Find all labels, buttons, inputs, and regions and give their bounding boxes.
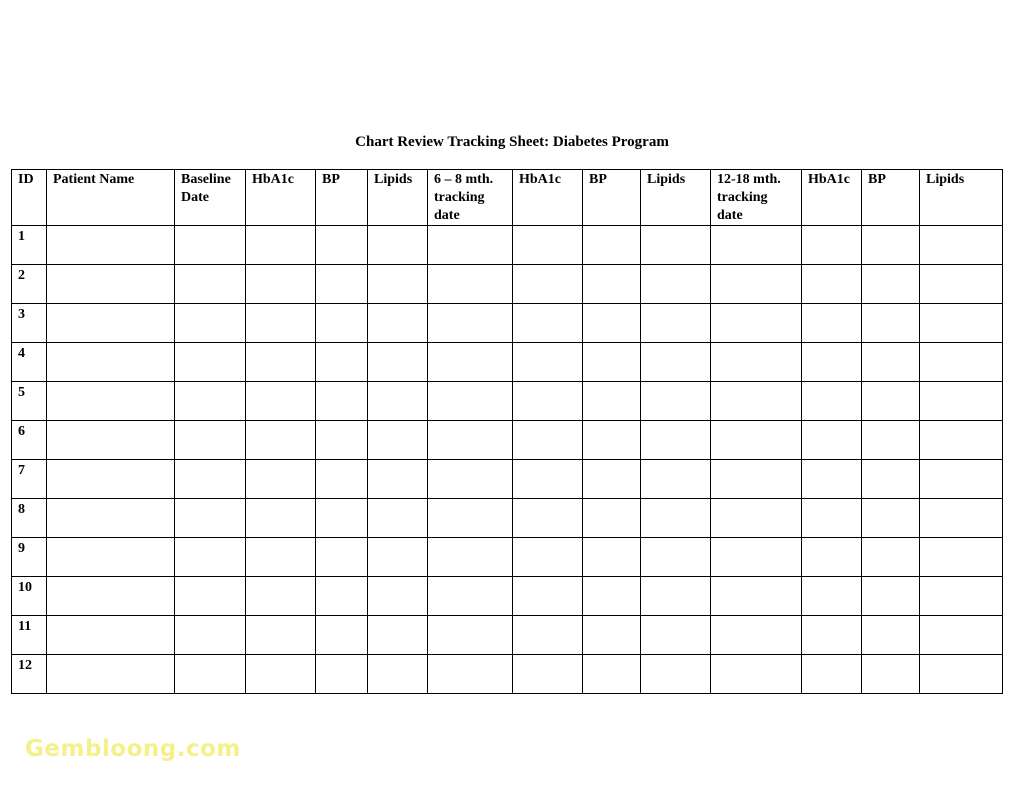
12-18-month-hba1c-cell[interactable]: [802, 343, 862, 382]
6-8-month-bp-cell[interactable]: [583, 265, 641, 304]
12-18-month-bp-cell[interactable]: [862, 304, 920, 343]
6-8-month-lipids-cell[interactable]: [641, 616, 711, 655]
table-row: [12, 499, 1003, 538]
12-18-month-date-cell[interactable]: [711, 421, 802, 460]
baseline-hba1c-cell[interactable]: [246, 421, 316, 460]
row-id-cell: 8: [12, 499, 47, 538]
row-id-cell: 1: [12, 226, 47, 265]
baseline-bp-cell[interactable]: [316, 226, 368, 265]
table-row: [12, 616, 1003, 655]
6-8-month-date-cell[interactable]: [428, 577, 513, 616]
baseline-lipids-cell[interactable]: [368, 460, 428, 499]
6-8-month-hba1c-cell[interactable]: [513, 460, 583, 499]
patient-name-cell[interactable]: [47, 538, 175, 577]
baseline-date-cell[interactable]: [175, 343, 246, 382]
baseline-lipids-cell[interactable]: [368, 538, 428, 577]
column-header-12-18-month-hba1c: HbA1c: [802, 170, 862, 226]
6-8-month-lipids-cell[interactable]: [641, 265, 711, 304]
12-18-month-bp-cell[interactable]: [862, 343, 920, 382]
baseline-hba1c-cell[interactable]: [246, 655, 316, 694]
baseline-lipids-cell[interactable]: [368, 616, 428, 655]
patient-name-cell[interactable]: [47, 226, 175, 265]
12-18-month-date-cell[interactable]: [711, 304, 802, 343]
12-18-month-bp-cell[interactable]: [862, 382, 920, 421]
patient-name-cell[interactable]: [47, 343, 175, 382]
baseline-hba1c-cell[interactable]: [246, 499, 316, 538]
baseline-bp-cell[interactable]: [316, 499, 368, 538]
baseline-date-cell[interactable]: [175, 577, 246, 616]
6-8-month-date-cell[interactable]: [428, 538, 513, 577]
12-18-month-date-cell[interactable]: [711, 343, 802, 382]
12-18-month-hba1c-cell[interactable]: [802, 616, 862, 655]
12-18-month-bp-cell[interactable]: [862, 616, 920, 655]
12-18-month-hba1c-cell[interactable]: [802, 499, 862, 538]
table-row: [12, 577, 1003, 616]
row-id-cell: 2: [12, 265, 47, 304]
watermark: Gembloong.com: [25, 736, 241, 762]
6-8-month-bp-cell[interactable]: [583, 304, 641, 343]
12-18-month-bp-cell[interactable]: [862, 655, 920, 694]
baseline-hba1c-cell[interactable]: [246, 577, 316, 616]
6-8-month-bp-cell[interactable]: [583, 499, 641, 538]
6-8-month-date-cell[interactable]: [428, 499, 513, 538]
baseline-bp-cell[interactable]: [316, 460, 368, 499]
6-8-month-bp-cell[interactable]: [583, 343, 641, 382]
6-8-month-date-cell[interactable]: [428, 655, 513, 694]
table-row: [12, 265, 1003, 304]
baseline-date-cell[interactable]: [175, 265, 246, 304]
6-8-month-bp-cell[interactable]: [583, 460, 641, 499]
row-id-cell: 6: [12, 421, 47, 460]
6-8-month-date-cell[interactable]: [428, 226, 513, 265]
12-18-month-date-cell[interactable]: [711, 226, 802, 265]
12-18-month-date-cell[interactable]: [711, 655, 802, 694]
table-row: [12, 421, 1003, 460]
6-8-month-bp-cell[interactable]: [583, 421, 641, 460]
baseline-lipids-cell[interactable]: [368, 421, 428, 460]
12-18-month-lipids-cell[interactable]: [920, 460, 1003, 499]
baseline-bp-cell[interactable]: [316, 616, 368, 655]
baseline-bp-cell[interactable]: [316, 538, 368, 577]
baseline-date-cell[interactable]: [175, 304, 246, 343]
patient-name-cell[interactable]: [47, 460, 175, 499]
6-8-month-hba1c-cell[interactable]: [513, 538, 583, 577]
baseline-bp-cell[interactable]: [316, 304, 368, 343]
row-id-cell: 5: [12, 382, 47, 421]
6-8-month-date-cell[interactable]: [428, 265, 513, 304]
baseline-bp-cell[interactable]: [316, 577, 368, 616]
row-id-cell: 9: [12, 538, 47, 577]
table-row: [12, 460, 1003, 499]
6-8-month-date-cell[interactable]: [428, 616, 513, 655]
6-8-month-hba1c-cell[interactable]: [513, 226, 583, 265]
6-8-month-lipids-cell[interactable]: [641, 343, 711, 382]
baseline-hba1c-cell[interactable]: [246, 226, 316, 265]
12-18-month-lipids-cell[interactable]: [920, 265, 1003, 304]
baseline-lipids-cell[interactable]: [368, 577, 428, 616]
patient-name-cell[interactable]: [47, 304, 175, 343]
12-18-month-hba1c-cell[interactable]: [802, 655, 862, 694]
row-id-cell: 3: [12, 304, 47, 343]
baseline-lipids-cell[interactable]: [368, 343, 428, 382]
baseline-date-cell[interactable]: [175, 655, 246, 694]
baseline-bp-cell[interactable]: [316, 382, 368, 421]
patient-name-cell[interactable]: [47, 265, 175, 304]
baseline-hba1c-cell[interactable]: [246, 265, 316, 304]
baseline-hba1c-cell[interactable]: [246, 616, 316, 655]
6-8-month-bp-cell[interactable]: [583, 538, 641, 577]
6-8-month-hba1c-cell[interactable]: [513, 499, 583, 538]
12-18-month-lipids-cell[interactable]: [920, 499, 1003, 538]
6-8-month-date-cell[interactable]: [428, 343, 513, 382]
12-18-month-hba1c-cell[interactable]: [802, 226, 862, 265]
patient-name-cell[interactable]: [47, 577, 175, 616]
6-8-month-bp-cell[interactable]: [583, 655, 641, 694]
12-18-month-bp-cell[interactable]: [862, 577, 920, 616]
page-title: Chart Review Tracking Sheet: Diabetes Program: [355, 134, 669, 150]
column-header-12-18-month-date: 12-18 mth. tracking date: [711, 170, 802, 226]
12-18-month-hba1c-cell[interactable]: [802, 538, 862, 577]
column-header-baseline-lipids: Lipids: [368, 170, 428, 226]
6-8-month-hba1c-cell[interactable]: [513, 616, 583, 655]
12-18-month-hba1c-cell[interactable]: [802, 421, 862, 460]
12-18-month-bp-cell[interactable]: [862, 460, 920, 499]
6-8-month-bp-cell[interactable]: [583, 226, 641, 265]
baseline-lipids-cell[interactable]: [368, 382, 428, 421]
12-18-month-lipids-cell[interactable]: [920, 226, 1003, 265]
12-18-month-lipids-cell[interactable]: [920, 382, 1003, 421]
12-18-month-lipids-cell[interactable]: [920, 616, 1003, 655]
table-row: [12, 343, 1003, 382]
patient-name-cell[interactable]: [47, 499, 175, 538]
baseline-lipids-cell[interactable]: [368, 265, 428, 304]
12-18-month-bp-cell[interactable]: [862, 226, 920, 265]
12-18-month-date-cell[interactable]: [711, 616, 802, 655]
baseline-hba1c-cell[interactable]: [246, 382, 316, 421]
column-header-id: ID: [12, 170, 47, 226]
12-18-month-bp-cell[interactable]: [862, 421, 920, 460]
baseline-lipids-cell[interactable]: [368, 655, 428, 694]
6-8-month-date-cell[interactable]: [428, 304, 513, 343]
12-18-month-bp-cell[interactable]: [862, 538, 920, 577]
6-8-month-lipids-cell[interactable]: [641, 304, 711, 343]
column-header-baseline-bp: BP: [316, 170, 368, 226]
baseline-lipids-cell[interactable]: [368, 304, 428, 343]
baseline-lipids-cell[interactable]: [368, 499, 428, 538]
6-8-month-date-cell[interactable]: [428, 421, 513, 460]
column-header-12-18-month-lipids: Lipids: [920, 170, 1003, 226]
6-8-month-lipids-cell[interactable]: [641, 655, 711, 694]
column-header-baseline-hba1c: HbA1c: [246, 170, 316, 226]
12-18-month-lipids-cell[interactable]: [920, 577, 1003, 616]
row-id-cell: 12: [12, 655, 47, 694]
12-18-month-bp-cell[interactable]: [862, 265, 920, 304]
12-18-month-hba1c-cell[interactable]: [802, 265, 862, 304]
12-18-month-hba1c-cell[interactable]: [802, 577, 862, 616]
baseline-hba1c-cell[interactable]: [246, 460, 316, 499]
baseline-bp-cell[interactable]: [316, 655, 368, 694]
12-18-month-date-cell[interactable]: [711, 460, 802, 499]
table-row: [12, 382, 1003, 421]
baseline-date-cell[interactable]: [175, 421, 246, 460]
12-18-month-hba1c-cell[interactable]: [802, 304, 862, 343]
12-18-month-lipids-cell[interactable]: [920, 343, 1003, 382]
patient-name-cell[interactable]: [47, 382, 175, 421]
table-row: [12, 655, 1003, 694]
6-8-month-lipids-cell[interactable]: [641, 460, 711, 499]
6-8-month-lipids-cell[interactable]: [641, 499, 711, 538]
baseline-lipids-cell[interactable]: [368, 226, 428, 265]
row-id-cell: 4: [12, 343, 47, 382]
tracking-table: [11, 169, 1003, 694]
6-8-month-date-cell[interactable]: [428, 382, 513, 421]
patient-name-cell[interactable]: [47, 421, 175, 460]
12-18-month-lipids-cell[interactable]: [920, 655, 1003, 694]
column-header-12-18-month-bp: BP: [862, 170, 920, 226]
12-18-month-lipids-cell[interactable]: [920, 304, 1003, 343]
baseline-hba1c-cell[interactable]: [246, 343, 316, 382]
6-8-month-hba1c-cell[interactable]: [513, 304, 583, 343]
6-8-month-lipids-cell[interactable]: [641, 226, 711, 265]
baseline-date-cell[interactable]: [175, 616, 246, 655]
12-18-month-hba1c-cell[interactable]: [802, 382, 862, 421]
column-header-baseline-date: Baseline Date: [175, 170, 246, 226]
baseline-date-cell[interactable]: [175, 460, 246, 499]
baseline-bp-cell[interactable]: [316, 343, 368, 382]
patient-name-cell[interactable]: [47, 655, 175, 694]
12-18-month-lipids-cell[interactable]: [920, 421, 1003, 460]
12-18-month-bp-cell[interactable]: [862, 499, 920, 538]
6-8-month-hba1c-cell[interactable]: [513, 382, 583, 421]
6-8-month-hba1c-cell[interactable]: [513, 343, 583, 382]
6-8-month-lipids-cell[interactable]: [641, 577, 711, 616]
6-8-month-hba1c-cell[interactable]: [513, 655, 583, 694]
column-header-6-8-month-lipids: Lipids: [641, 170, 711, 226]
12-18-month-date-cell[interactable]: [711, 265, 802, 304]
baseline-date-cell[interactable]: [175, 382, 246, 421]
12-18-month-hba1c-cell[interactable]: [802, 460, 862, 499]
12-18-month-date-cell[interactable]: [711, 382, 802, 421]
table-row: [12, 538, 1003, 577]
6-8-month-date-cell[interactable]: [428, 460, 513, 499]
column-header-6-8-month-bp: BP: [583, 170, 641, 226]
table-body: [12, 226, 1003, 694]
baseline-date-cell[interactable]: [175, 538, 246, 577]
6-8-month-lipids-cell[interactable]: [641, 382, 711, 421]
baseline-bp-cell[interactable]: [316, 421, 368, 460]
6-8-month-hba1c-cell[interactable]: [513, 577, 583, 616]
column-header-6-8-month-hba1c: HbA1c: [513, 170, 583, 226]
6-8-month-lipids-cell[interactable]: [641, 421, 711, 460]
6-8-month-bp-cell[interactable]: [583, 382, 641, 421]
6-8-month-hba1c-cell[interactable]: [513, 421, 583, 460]
6-8-month-lipids-cell[interactable]: [641, 538, 711, 577]
12-18-month-date-cell[interactable]: [711, 499, 802, 538]
baseline-hba1c-cell[interactable]: [246, 538, 316, 577]
12-18-month-date-cell[interactable]: [711, 538, 802, 577]
table-row: [12, 304, 1003, 343]
6-8-month-bp-cell[interactable]: [583, 577, 641, 616]
baseline-bp-cell[interactable]: [316, 265, 368, 304]
baseline-date-cell[interactable]: [175, 499, 246, 538]
header-row: [12, 170, 1003, 226]
baseline-hba1c-cell[interactable]: [246, 304, 316, 343]
6-8-month-bp-cell[interactable]: [583, 616, 641, 655]
column-header-patient-name: Patient Name: [47, 170, 175, 226]
row-id-cell: 7: [12, 460, 47, 499]
12-18-month-date-cell[interactable]: [711, 577, 802, 616]
column-header-6-8-month-date: 6 – 8 mth. tracking date: [428, 170, 513, 226]
row-id-cell: 11: [12, 616, 47, 655]
table-row: [12, 226, 1003, 265]
12-18-month-lipids-cell[interactable]: [920, 538, 1003, 577]
baseline-date-cell[interactable]: [175, 226, 246, 265]
row-id-cell: 10: [12, 577, 47, 616]
6-8-month-hba1c-cell[interactable]: [513, 265, 583, 304]
patient-name-cell[interactable]: [47, 616, 175, 655]
